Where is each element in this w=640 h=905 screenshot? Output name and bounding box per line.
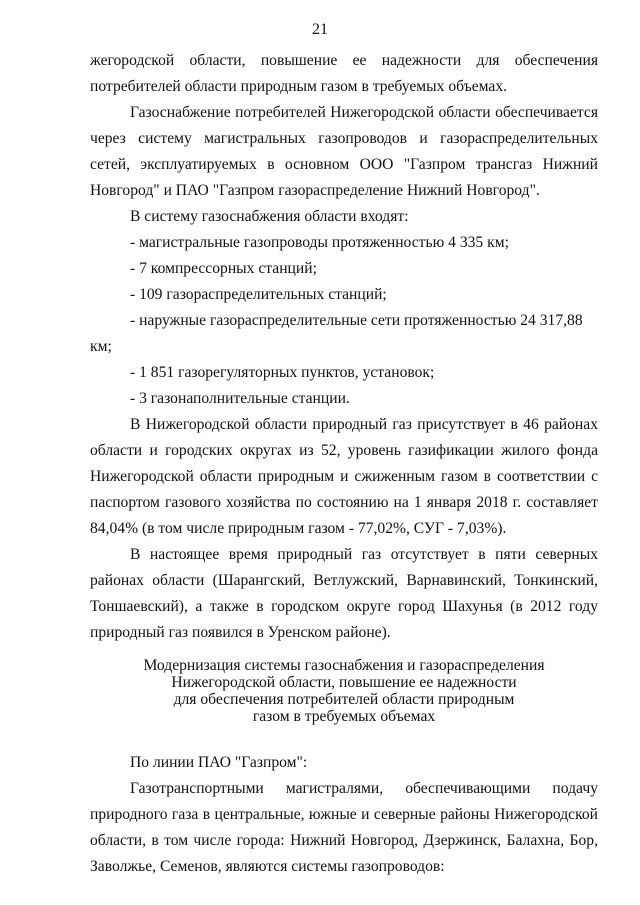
spacer [90, 738, 598, 750]
paragraph-continued: жегородской области, повышение ее надежности для обеспечения потребителей области природным газом в требуемых объемах. [90, 52, 598, 95]
paragraph-gazprom-line: По линии ПАО "Газпром": [130, 754, 308, 771]
list-item: - магистральные газопроводы протяженностью 4 335 км; [130, 234, 509, 251]
section-heading-line: Нижегородской области, повышение ее надежности [171, 674, 517, 691]
section-heading-line: для обеспечения потребителей области природным [173, 691, 515, 708]
section-heading-line: газом в требуемых объемах [252, 708, 436, 725]
paragraph-gas-absent: В настоящее время природный газ отсутствует в пяти северных районах области (Шарангский, Ветлужский, Варнавинский, Тонкинский, Тоншаевский), а также в городском округе город Шахунья (в 2012 году природный газ появился в Уренском районе). [90, 546, 598, 641]
paragraph-pipelines: Газотранспортными магистралями, обеспечивающими подачу природного газа в центральные, южные и северные районы Нижегородской области, в том числе города: Нижний Новгород, Дзержинск, Балахна, Бор, Заволжье, Семенов, являются системы газопроводов: [90, 780, 598, 875]
section-heading [90, 657, 598, 725]
paragraph-system-includes: В систему газоснабжения области входят: [130, 208, 409, 225]
paragraph-gasification-level: В Нижегородской области природный газ присутствует в 46 районах области и городских округах из 52, уровень газификации жилого фонда Нижегородской области природным и сжиженным газом в соответствии с паспортом газового хозяйства по состоянию на 1 января 2018 г. составляет 84,04% (в том числе природным газом - 77,02%, СУГ - 7,03%). [90, 416, 598, 537]
list-item: - наружные газораспределительные сети протяженностью 24 317,88 км; [90, 312, 583, 355]
page-number: 21 [312, 21, 328, 38]
paragraph-gas-supply: Газоснабжение потребителей Нижегородской области обеспечивается через систему магистральных газопроводов и газораспределительных сетей, эксплуатируемых в основном ООО "Газпром трансгаз Нижний Новгород" и ПАО "Газпром газораспределение Нижний Новгород". [90, 104, 598, 199]
list-item: - 1 851 газорегуляторных пунктов, установок; [130, 364, 435, 381]
list-item: - 3 газонаполнительные станции. [130, 390, 350, 407]
list-item: - 109 газораспределительных станций; [130, 286, 387, 303]
section-heading-line: Модернизация системы газоснабжения и газораспределения [143, 657, 545, 674]
list-item: - 7 компрессорных станций; [130, 260, 317, 277]
document-body [90, 48, 598, 880]
